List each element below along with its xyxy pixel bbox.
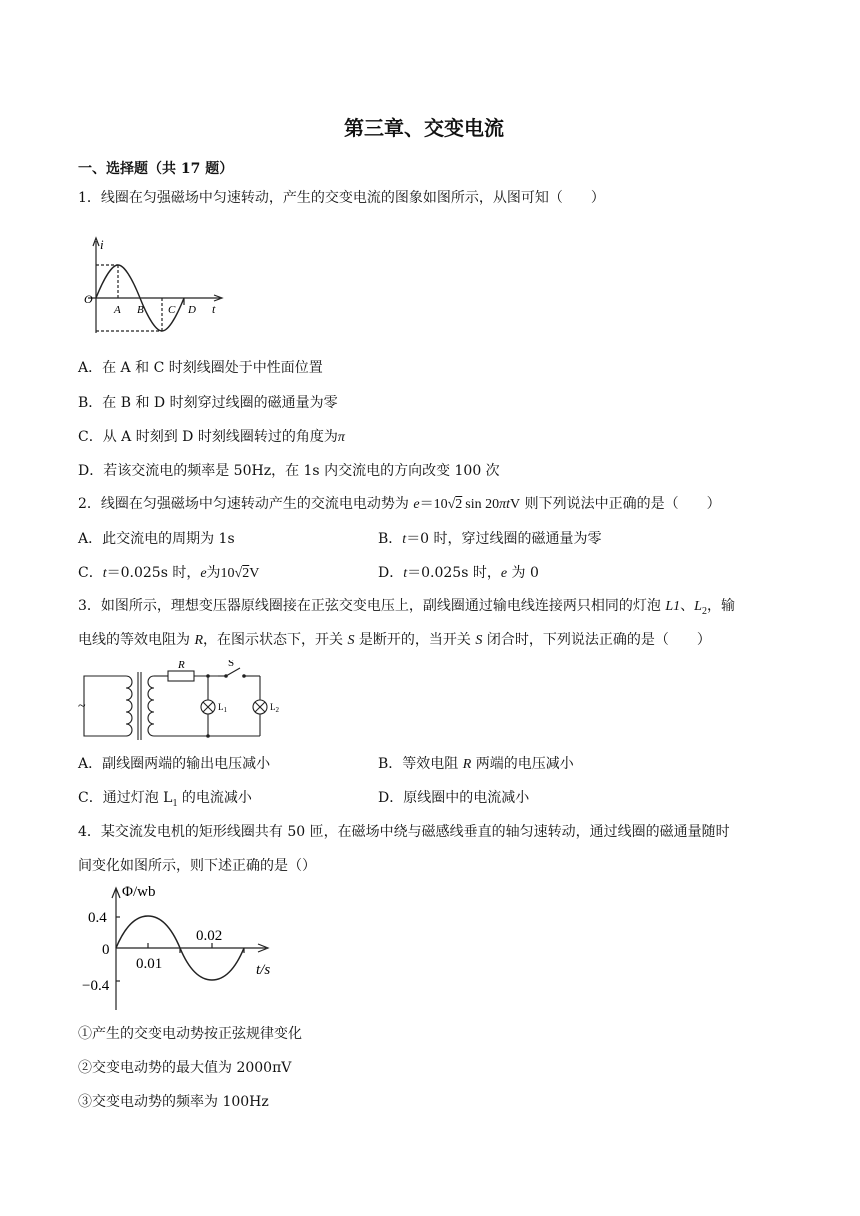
q2-option-d-e: e — [500, 566, 508, 581]
q1-point-b: B — [137, 304, 144, 316]
q3-line1-end: ，输 — [706, 598, 735, 614]
q1-option-c-text: C．从 A 时刻到 D 时刻线圈转过的角度为 — [78, 429, 338, 445]
q1-axis-i: i — [100, 237, 104, 252]
q4-item-2: ②交变电动势的最大值为 2000πV — [78, 1060, 292, 1076]
q3-figure-r: R — [178, 660, 185, 671]
q3-line2-c: 是断开的，当开关 — [354, 632, 476, 648]
q1-option-a: A．在 A 和 C 时刻线圈处于中性面位置 — [78, 360, 323, 376]
q2-formula-sqrt-sign: √ — [447, 497, 456, 512]
q2-stem-a: 2．线圈在匀强磁场中匀速转动产生的交流电电动势为 — [78, 496, 409, 512]
q4-stem-line1: 4．某交流发电机的矩形线圈共有 50 匝，在磁场中绕与磁感线垂直的轴匀速转动，通过线圈的磁通量随时 — [78, 824, 730, 840]
q3-stem-line2 — [78, 631, 711, 650]
q3-option-c-b: 的电流减小 — [177, 790, 252, 806]
q3-l2-sub: 2 — [701, 605, 707, 617]
q2-stem-b: 则下列说法中正确的是（ ） — [524, 496, 721, 512]
q2-option-c-t: t — [102, 566, 107, 581]
q2-option-d — [378, 564, 539, 583]
q4-item-1: ①产生的交变电动势按正弦规律变化 — [78, 1026, 302, 1042]
q3-line2-a: 电线的等效电阻为 — [78, 632, 195, 648]
q3-r-label: R — [194, 633, 204, 648]
q3-option-c-sub: 1 — [172, 797, 178, 809]
q1-option-c — [78, 428, 345, 447]
q3-s-label-2: S — [475, 633, 483, 648]
q4-y-tick-zero: 0 — [102, 942, 110, 958]
q2-option-c-e: e — [200, 566, 207, 581]
q2-option-b-prefix: B． — [378, 531, 403, 547]
q1-axis-t: t — [212, 302, 216, 316]
q2-formula-sqrt2: 2 — [455, 497, 463, 512]
q2-formula-e: e — [413, 497, 420, 512]
q3-ac-source-symbol: ~ — [78, 699, 86, 714]
q1-option-d: D．若该交流电的频率是 50Hz，在 1s 内交流电的方向改变 100 次 — [78, 463, 500, 479]
q1-point-d: D — [188, 304, 196, 316]
q2-option-c-prefix: C． — [78, 565, 103, 581]
q3-option-b-r: R — [462, 757, 472, 772]
section-heading: 一、选择题（共 17 题） — [78, 161, 234, 177]
q2-option-c — [78, 564, 259, 583]
q4-x-tick-002: 0.02 — [196, 928, 223, 944]
q4-item-3: ③交变电动势的频率为 100Hz — [78, 1094, 269, 1110]
pi-symbol: π — [337, 430, 345, 445]
q3-option-b — [378, 755, 574, 774]
q2-stem — [78, 495, 721, 514]
q2-option-b-text: ＝0 时，穿过线圈的磁通量为零 — [406, 531, 602, 547]
q3-l1-label: L1 — [665, 599, 681, 614]
q2-option-c-sqrt-sign: √ — [234, 566, 243, 581]
q3-line2-d: 闭合时，下列说法正确的是（ ） — [482, 632, 711, 648]
q1-origin-label: O — [84, 292, 93, 306]
q3-figure-l1: $L_1$ — [218, 702, 227, 714]
q4-y-tick-top: 0.4 — [88, 910, 107, 926]
q1-point-c: C — [168, 304, 176, 316]
q4-flux-graph — [80, 880, 290, 1020]
q2-option-c-value: 10 — [220, 566, 235, 581]
q4-x-axis-label: t/s — [256, 962, 271, 978]
q3-option-b-b: 两端的电压减小 — [471, 756, 574, 772]
q2-option-b-t: t — [402, 532, 407, 547]
q3-stem-line1 — [78, 597, 735, 621]
q3-option-b-a: B．等效电阻 — [378, 756, 463, 772]
q2-option-c-wei: 为 — [206, 565, 221, 581]
q2-option-c-sqrt: 2 — [242, 566, 250, 581]
q3-line2-b: ，在图示状态下，开关 — [203, 632, 348, 648]
q4-x-tick-001: 0.01 — [136, 956, 163, 972]
q4-stem-line2: 间变化如图所示，则下述正确的是（） — [78, 858, 316, 874]
q2-option-d-t: t — [403, 566, 408, 581]
q1-figure — [80, 233, 240, 343]
q2-formula-pi: π — [499, 497, 507, 512]
q1-point-a: A — [114, 304, 121, 316]
q2-option-d-prefix: D． — [378, 565, 404, 581]
q3-circuit-figure — [78, 660, 288, 744]
q3-s-label: S — [347, 633, 355, 648]
q2-option-d-mid: ＝0.025s 时， — [407, 565, 501, 581]
q2-formula-t: t — [506, 497, 511, 512]
q3-option-c — [78, 789, 252, 813]
q2-option-c-mid: ＝0.025s 时， — [106, 565, 201, 581]
q2-formula-eq: ＝10 — [419, 497, 448, 512]
q3-l2-label: L — [694, 599, 702, 614]
q3-option-c-a: C．通过灯泡 L — [78, 790, 173, 806]
q2-option-d-text: 为 0 — [507, 565, 539, 581]
q3-option-d: D．原线圈中的电流减小 — [378, 790, 530, 806]
q2-option-c-unit: V — [249, 566, 260, 581]
page-title: 第三章、交变电流 — [344, 116, 504, 140]
q2-formula-unit: V — [510, 497, 521, 512]
q2-formula-sin: sin 20 — [465, 497, 500, 512]
q2-option-b — [378, 530, 602, 549]
q4-y-tick-bottom: −0.4 — [82, 978, 110, 994]
q3-line1-text: 3．如图所示，理想变压器原线圈接在正弦交变电压上，副线圈通过输电线连接两只相同的灯泡 — [78, 598, 666, 614]
q3-figure-s: S — [228, 660, 235, 669]
q4-y-axis-label: Φ/wb — [122, 884, 156, 900]
q3-figure-l2: $L_2$ — [270, 702, 279, 714]
q1-option-b: B．在 B 和 D 时刻穿过线圈的磁通量为零 — [78, 395, 338, 411]
q1-stem: 1．线圈在匀强磁场中匀速转动，产生的交变电流的图象如图所示，从图可知（ ） — [78, 190, 605, 206]
q2-option-a: A．此交流电的周期为 1s — [78, 531, 235, 547]
q3-option-a: A．副线圈两端的输出电压减小 — [78, 756, 271, 772]
q3-separator: 、 — [680, 598, 695, 614]
